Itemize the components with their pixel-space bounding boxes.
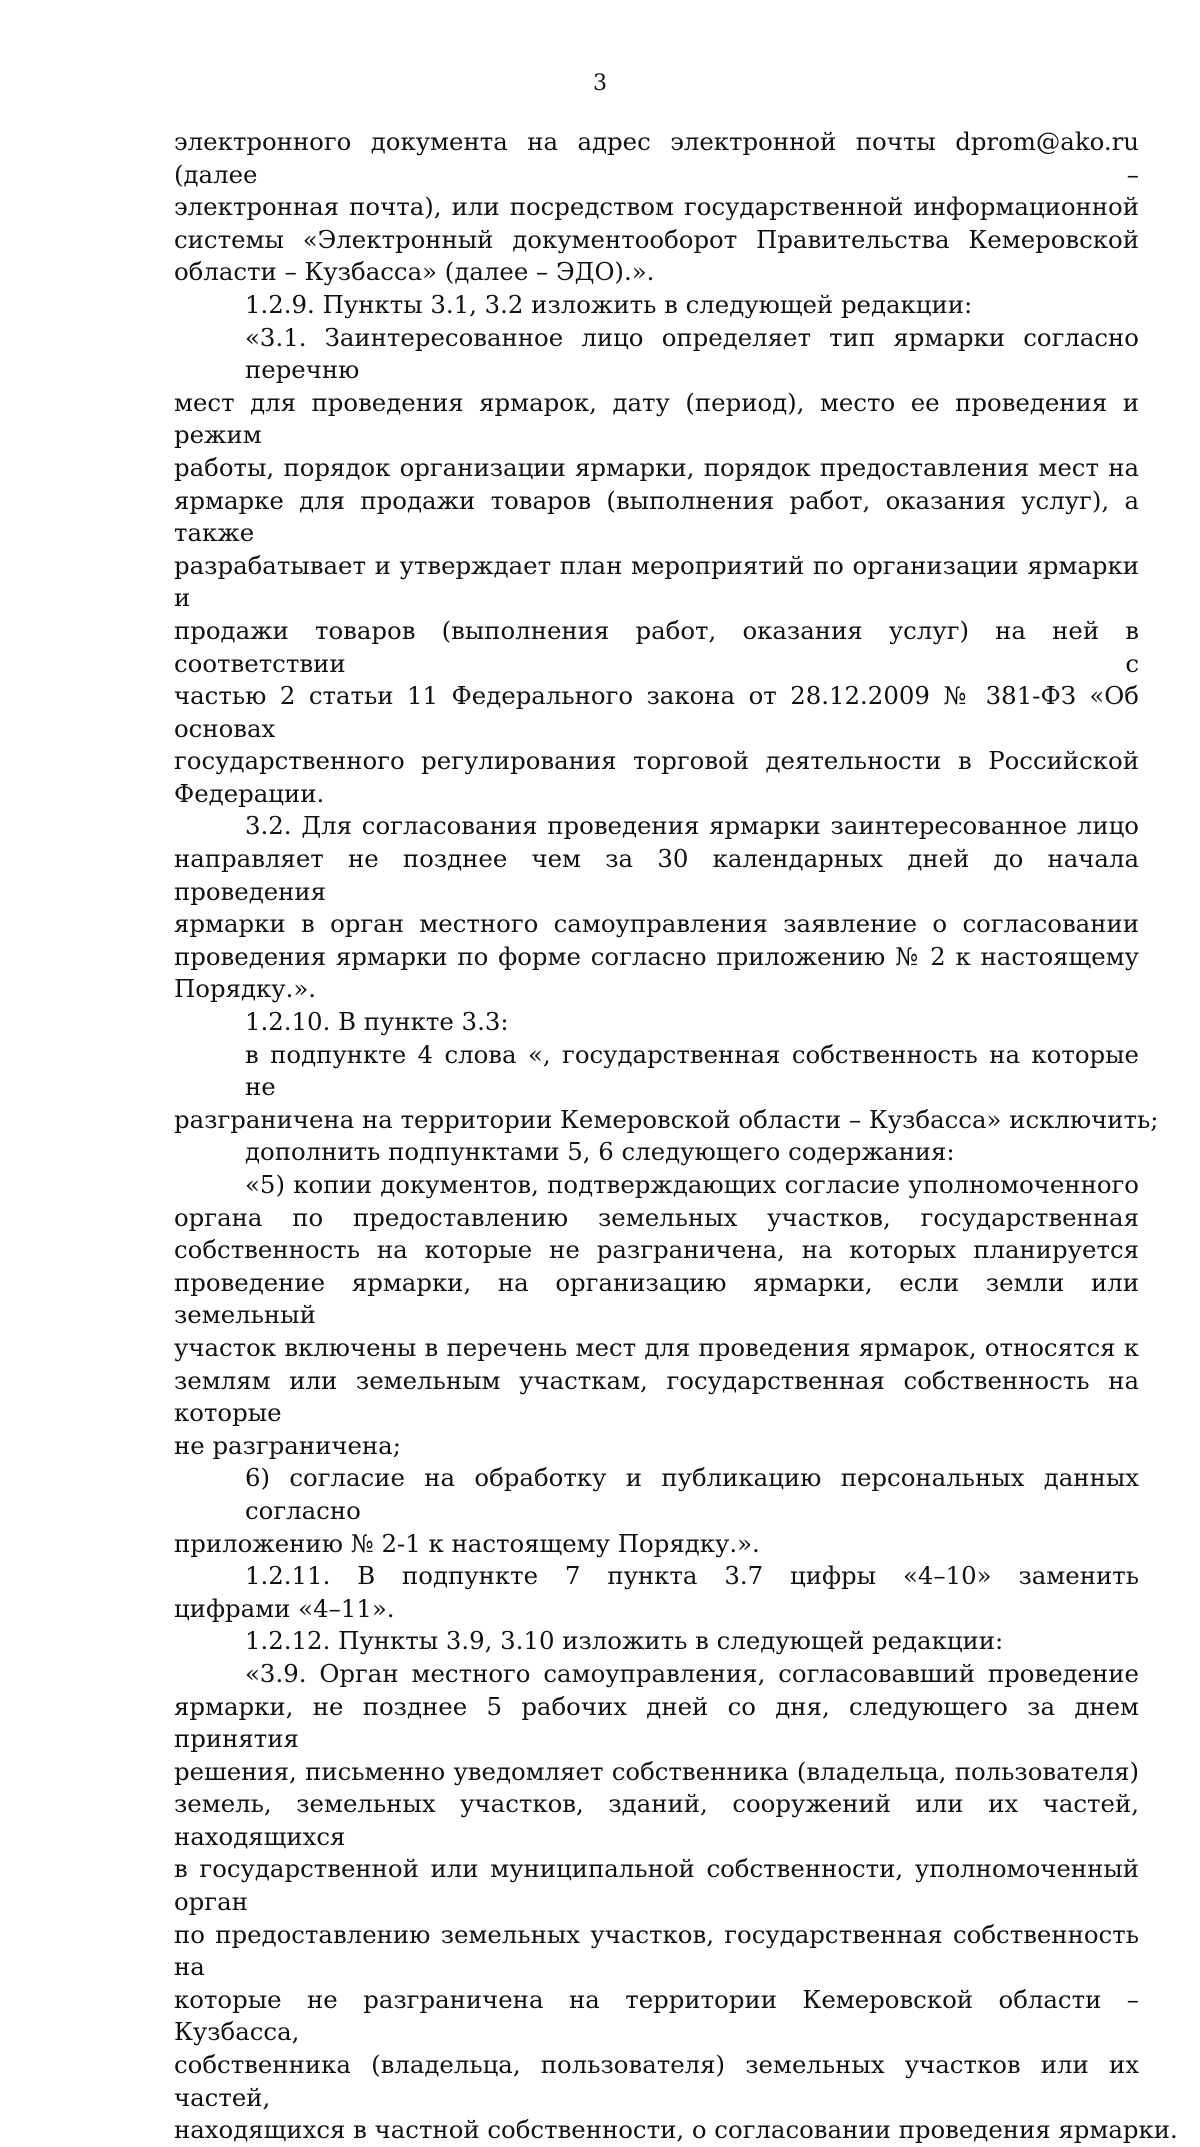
paragraph-line: государственного регулирования торговой деятельности в Российской xyxy=(174,746,1139,776)
paragraph xyxy=(174,1560,1139,1625)
paragraph-line: 3.2. Для согласования проведения ярмарки заинтересованное лицо xyxy=(245,811,1139,841)
paragraph xyxy=(174,810,1139,1006)
paragraph-line: ярмарки, не позднее 5 рабочих дней со дня, следующего за днем принятия xyxy=(174,1691,1139,1754)
paragraph-line: электронная почта), или посредством государственной информационной xyxy=(174,192,1139,222)
paragraph-line: по предоставлению земельных участков, государственная собственность на xyxy=(174,1919,1139,1982)
paragraph-line: которые не разграничена на территории Кемеровской области – Кузбасса, xyxy=(174,1984,1139,2047)
paragraph-line: разрабатывает и утверждает план мероприятий по организации ярмарки и xyxy=(174,550,1139,613)
paragraph-line: собственность на которые не разграничена, на которых планируется xyxy=(174,1235,1139,1265)
page-number: 3 xyxy=(593,71,607,96)
paragraph-line: 6) согласие на обработку и публикацию персональных данных согласно xyxy=(245,1463,1139,1525)
paragraph-line: Порядку.». xyxy=(174,974,316,1004)
paragraph-line: органа по предоставлению земельных участков, государственная xyxy=(174,1202,1139,1232)
paragraph xyxy=(174,1658,1178,2147)
paragraph-line: работы, порядок организации ярмарки, порядок предоставления мест на xyxy=(174,452,1139,482)
paragraph-line: приложению № 2-1 к настоящему Порядку.». xyxy=(174,1528,760,1558)
paragraph-line: мест для проведения ярмарок, дату (период), место ее проведения и режим xyxy=(174,387,1139,450)
paragraph-line: собственника (владельца, пользователя) земельных участков или их частей, xyxy=(174,2050,1139,2112)
paragraph-line: дополнить подпунктами 5, 6 следующего содержания: xyxy=(245,1137,955,1167)
paragraph-line: ярмарки в орган местного самоуправления заявление о согласовании xyxy=(174,909,1139,939)
paragraph xyxy=(174,1462,1139,1560)
paragraph-line: продажи товаров (выполнения работ, оказания услуг) на ней в соответствии с xyxy=(174,615,1139,678)
paragraph-line: «3.1. Заинтересованное лицо определяет тип ярмарки согласно перечню xyxy=(245,322,1139,385)
paragraph-line: 1.2.10. В пункте 3.3: xyxy=(245,1007,509,1037)
document-body xyxy=(174,126,1178,2147)
paragraph-line: Федерации. xyxy=(174,778,325,808)
paragraph-line: 1.2.12. Пункты 3.9, 3.10 изложить в следующей редакции: xyxy=(245,1626,1004,1656)
paragraph-line: участок включены в перечень мест для проведения ярмарок, относятся к xyxy=(174,1332,1139,1362)
paragraph-line: 1.2.9. Пункты 3.1, 3.2 изложить в следующей редакции: xyxy=(245,289,973,319)
paragraph xyxy=(174,322,1139,811)
paragraph-line: электронного документа на адрес электронной почты dprom@ako.ru (далее – xyxy=(174,127,1139,189)
paragraph-line: цифрами «4–11». xyxy=(174,1593,395,1623)
paragraph-line: не разграничена; xyxy=(174,1430,401,1460)
paragraph-line: землям или земельным участкам, государственная собственность на которые xyxy=(174,1365,1139,1428)
paragraph xyxy=(174,1006,1139,1039)
paragraph xyxy=(174,1039,1159,1137)
paragraph xyxy=(174,1625,1139,1658)
paragraph xyxy=(174,1169,1139,1462)
paragraph xyxy=(174,1136,1139,1169)
paragraph xyxy=(174,289,1139,322)
paragraph-line: в подпункте 4 слова «, государственная собственность на которые не xyxy=(245,1039,1139,1102)
paragraph-line: направляет не позднее чем за 30 календарных дней до начала проведения xyxy=(174,844,1139,906)
paragraph-line: проведения ярмарки по форме согласно приложению № 2 к настоящему xyxy=(174,941,1139,971)
paragraph-line: проведение ярмарки, на организацию ярмарки, если земли или земельный xyxy=(174,1267,1139,1330)
paragraph-line: разграничена на территории Кемеровской области – Кузбасса» исключить; xyxy=(174,1104,1159,1134)
paragraph-line: в государственной или муниципальной собственности, уполномоченный орган xyxy=(174,1854,1139,1917)
paragraph-line: 1.2.11. В подпункте 7 пункта 3.7 цифры «4–10» заменить xyxy=(245,1561,1139,1591)
paragraph-line: решения, письменно уведомляет собственника (владельца, пользователя) xyxy=(174,1756,1139,1786)
paragraph-line: ярмарке для продажи товаров (выполнения работ, оказания услуг), а также xyxy=(174,485,1139,548)
paragraph-line: области – Кузбасса» (далее – ЭДО).». xyxy=(174,257,655,287)
paragraph-line: частью 2 статьи 11 Федерального закона от 28.12.2009 № 381-ФЗ «Об основах xyxy=(174,681,1139,743)
paragraph-line: системы «Электронный документооборот Правительства Кемеровской xyxy=(174,224,1139,254)
paragraph xyxy=(174,126,1139,289)
paragraph-line: «3.9. Орган местного самоуправления, согласовавший проведение xyxy=(245,1658,1139,1688)
paragraph-line: «5) копии документов, подтверждающих согласие уполномоченного xyxy=(245,1170,1139,1199)
paragraph-line: земель, земельных участков, зданий, сооружений или их частей, находящихся xyxy=(174,1789,1139,1851)
paragraph-line: находящихся в частной собственности, о согласовании проведения ярмарки. xyxy=(174,2115,1178,2145)
